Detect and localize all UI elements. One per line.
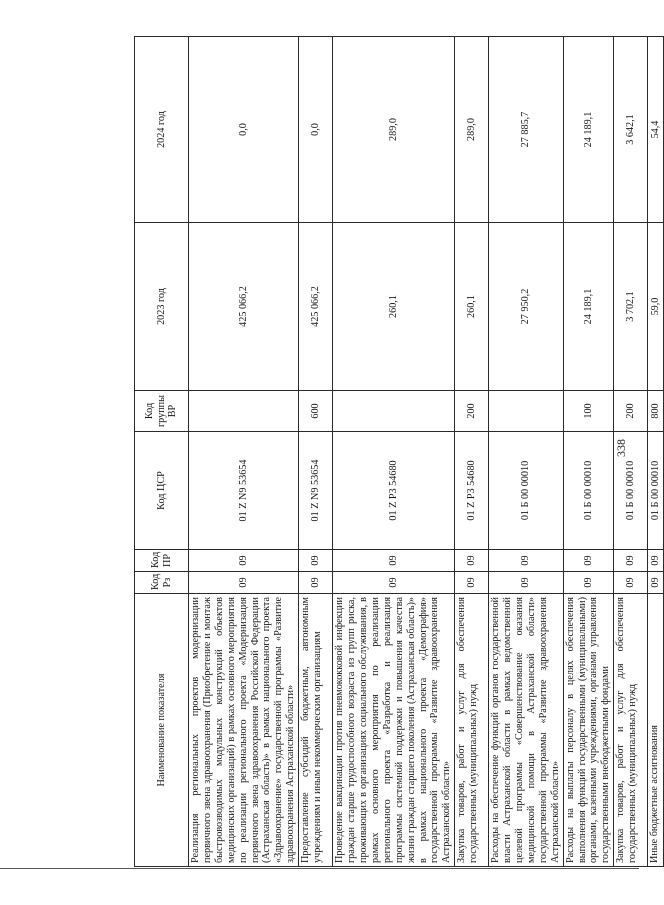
row-csr: 01 Б 00 00010 — [648, 432, 664, 550]
row-name: Предоставление субсидий бюджетным, автономным учреждениям и иным некоммерческим организациям — [299, 594, 333, 867]
row-csr: 01 Б 00 00010 — [614, 432, 648, 550]
table-row — [333, 37, 455, 867]
row-pr: 09 — [614, 550, 648, 572]
row-vr — [333, 391, 455, 432]
row-name: Расходы на обеспечение функций органов государственной власти Астраханской области в рамках ведомственной целевой программы «Совершенствование оказания медицинской помощи в Астраханской области» государственной программы «Развитие здравоохранения Астраханской области» — [489, 594, 563, 867]
row-name: Реализация региональных проектов модернизации первичного звена здравоохранения (Приобретение и монтаж быстровозводимых модульных конструкций объектов медицинских организаций) в рамках основного мероприятия по реализации регионального проекта «Модернизация первичного звена здравоохранения Российской Федерации (Астраханская область)» в рамках национального проекта «Здравоохранение» государственной программы «Развитие здравоохранения Астраханской области» — [189, 594, 299, 867]
row-2024: 289,0 — [333, 37, 455, 223]
row-2024: 54,4 — [648, 37, 664, 223]
row-2023: 59,0 — [648, 223, 664, 391]
row-vr: 800 — [648, 391, 664, 432]
row-2023: 260,1 — [333, 223, 455, 391]
row-2023: 27 950,2 — [489, 223, 563, 391]
rotated-table-area — [134, 37, 661, 867]
header-name: Наименование показателя — [135, 594, 189, 867]
row-csr: 01 Z N9 53654 — [189, 432, 299, 550]
row-name: Проведение вакцинации против пневмококковой инфекции граждан старше трудоспособного возраста из групп риска, проживающих в организациях социального обслуживания, в рамках основного мероприятия по реализации регионального проекта «Разработка и реализация программы системной поддержки и повышения качества жизни граждан старшего поколения (Астраханская область)» в рамках национального проекта «Демография» государственной программы «Развитие здравоохранения Астраханской области» — [333, 594, 455, 867]
row-rz: 09 — [648, 572, 664, 594]
header-2024: 2024 год — [135, 37, 189, 223]
row-2024: 289,0 — [455, 37, 489, 223]
row-vr: 200 — [455, 391, 489, 432]
table-row — [189, 37, 299, 867]
row-rz: 09 — [563, 572, 614, 594]
row-rz: 09 — [189, 572, 299, 594]
row-2024: 0,0 — [299, 37, 333, 223]
row-name: Закупка товаров, работ и услуг для обеспечения государственных (муниципальных) нужд — [455, 594, 489, 867]
header-csr: Код ЦСР — [135, 432, 189, 550]
table-row — [455, 37, 489, 867]
table-row — [563, 37, 614, 867]
row-csr: 01 Z P3 54680 — [455, 432, 489, 550]
table-row — [648, 37, 664, 867]
row-rz: 09 — [299, 572, 333, 594]
row-pr: 09 — [299, 550, 333, 572]
row-2023: 3 702,1 — [614, 223, 648, 391]
row-name: Закупка товаров, работ и услуг для обеспечения государственных (муниципальных) нужд — [614, 594, 648, 867]
page-number: 338 — [614, 439, 628, 457]
header-pr: Код ПР — [135, 550, 189, 572]
header-2023: 2023 год — [135, 223, 189, 391]
row-pr: 09 — [189, 550, 299, 572]
row-vr: 100 — [563, 391, 614, 432]
rotated-table-wrapper — [134, 37, 661, 867]
row-2023: 24 189,1 — [563, 223, 614, 391]
row-pr: 09 — [333, 550, 455, 572]
row-2024: 24 189,1 — [563, 37, 614, 223]
row-name: Расходы на выплаты персоналу в целях обеспечения выполнения функций государственными (муниципальными) органами, казенными учреждениями, органами управления государственными внебюджетными фондами — [563, 594, 614, 867]
row-2023: 425 066,2 — [189, 223, 299, 391]
row-csr: 01 Z P3 54680 — [333, 432, 455, 550]
row-2024: 0,0 — [189, 37, 299, 223]
row-2023: 425 066,2 — [299, 223, 333, 391]
row-pr: 09 — [648, 550, 664, 572]
table-row — [489, 37, 563, 867]
row-rz: 09 — [455, 572, 489, 594]
row-csr: 01 Z N9 53654 — [299, 432, 333, 550]
row-2024: 3 642,1 — [614, 37, 648, 223]
row-vr — [489, 391, 563, 432]
header-vr: Код группы ВР — [135, 391, 189, 432]
row-rz: 09 — [614, 572, 648, 594]
row-pr: 09 — [489, 550, 563, 572]
table-row — [614, 37, 648, 867]
row-pr: 09 — [455, 550, 489, 572]
budget-table — [134, 36, 664, 867]
row-vr: 200 — [614, 391, 648, 432]
row-vr — [189, 391, 299, 432]
row-vr: 600 — [299, 391, 333, 432]
row-2023: 260,1 — [455, 223, 489, 391]
row-rz: 09 — [489, 572, 563, 594]
row-csr: 01 Б 00 00010 — [563, 432, 614, 550]
row-pr: 09 — [563, 550, 614, 572]
row-name: Иные бюджетные ассигнования — [648, 594, 664, 867]
table-row — [299, 37, 333, 867]
header-rz: Код Рз — [135, 572, 189, 594]
page-bottom-rule — [0, 868, 639, 869]
row-rz: 09 — [333, 572, 455, 594]
row-2024: 27 885,7 — [489, 37, 563, 223]
table-header-row — [135, 37, 189, 867]
row-csr: 01 Б 00 00010 — [489, 432, 563, 550]
